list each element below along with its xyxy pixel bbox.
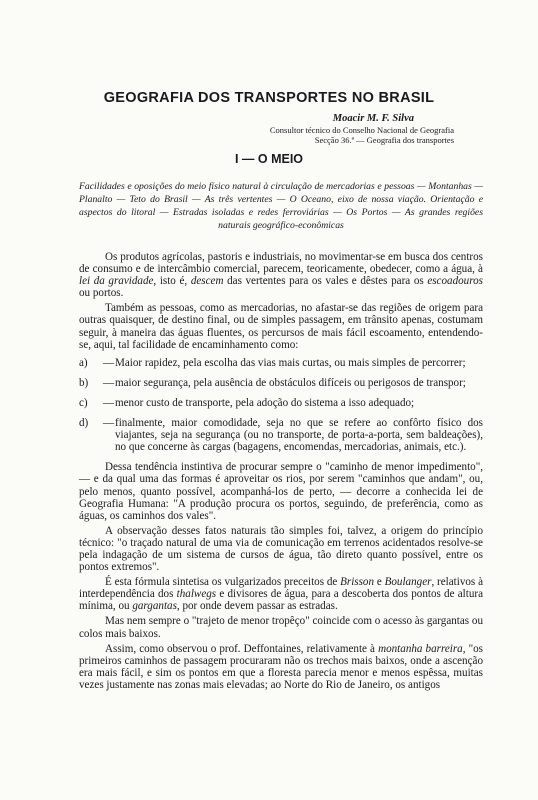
list-item-label: d) xyxy=(79,417,89,430)
list-item xyxy=(79,417,483,453)
author-block xyxy=(270,112,454,145)
text-run: É esta fórmula sintetisa os vulgarizados preceitos de xyxy=(105,576,341,589)
italic-term: Boulanger xyxy=(384,576,432,589)
italic-term: descem xyxy=(190,275,224,288)
text-run: , por onde devem passar as estradas. xyxy=(176,600,338,613)
list-item-label: c) xyxy=(79,396,88,409)
section-heading: I — O MEIO xyxy=(234,152,304,166)
body-text xyxy=(79,251,483,694)
paragraph-1 xyxy=(79,251,483,299)
summary-text: Facilidades e oposições do meio físico natural à circulação de mercadorias e pessoas — Montanhas — Planalto — Teto do Brasil — As três vertentes — O Oceano, eixo de nossa viação. Orientação e aspectos do litoral — Estradas isoladas e redes ferroviárias — Os Portos — As grandes regiões naturais geográfico-econômicas xyxy=(79,181,483,231)
section-summary xyxy=(79,180,483,232)
text-run: das vertentes para os vales e dêstes para os xyxy=(223,275,428,288)
text-run: Assim, como observou o prof. Deffontaines, relativamente à xyxy=(105,642,379,655)
text-run: , relativos à interdependência dos xyxy=(79,576,483,601)
italic-term: montanha barreira xyxy=(378,642,463,655)
criteria-list xyxy=(79,357,483,454)
italic-term: thalwegs xyxy=(176,588,217,601)
author-name: Moacir M. F. Silva xyxy=(332,113,414,124)
text-run: e divisores de água, para a descoberta dos pontos de altura mínima, ou xyxy=(79,588,484,613)
text-run: ou portos. xyxy=(79,287,124,300)
italic-term: gargantas xyxy=(132,600,177,613)
list-item xyxy=(79,377,483,389)
list-item-text: maior segurança, pela ausência de obstáculos difíceis ou perigosos de transpor; xyxy=(115,376,466,389)
author-section: Secção 36.ª — Geografia dos transportes xyxy=(314,135,454,145)
list-item-label: a) xyxy=(79,356,88,369)
paragraph-7 xyxy=(79,643,483,691)
paragraph-2: Também as pessoas, como as mercadorias, no afastar-se das regiões de origem para outras quaisquer, de destino final, ou de simples passagem, em trânsito apenas, costumam seguir, à maneira das águas fluentes, os percursos de mais fácil escoamento, entendendo-se, aqui, tal facilidade de encaminhamento como: xyxy=(79,302,483,351)
paragraph-5 xyxy=(79,576,483,612)
list-item-text: Maior rapidez, pela escolha das vias mais curtas, ou mais simples de percorrer; xyxy=(115,356,466,369)
italic-term: escoadouros xyxy=(427,275,483,288)
list-item-dash: — xyxy=(103,417,115,430)
list-item xyxy=(79,357,483,369)
italic-term: Brisson xyxy=(340,576,375,589)
list-item-label: b) xyxy=(79,376,89,389)
list-item-dash: — xyxy=(103,356,115,369)
text-run: , "os primeiros caminhos de passagem procuraram não os trechos mais baixos, onde a ascenção era mais fácil, e sim os pontos em que a floresta parecia menor e menos espêssa, muitas vezes justamente nas zonas mais elevadas; ao Norte do Rio de Janeiro, os antigos xyxy=(79,642,483,691)
list-item-dash: — xyxy=(103,396,115,409)
text-run: Os produtos agrícolas, pastoris e industriais, no movimentar-se em busca dos centros de consumo e de intercâmbio comercial, parecem, teoricamente, obedecer, como a água, à xyxy=(79,251,483,276)
article-title: GEOGRAFIA DOS TRANSPORTES NO BRASIL xyxy=(103,90,435,106)
list-item-dash: — xyxy=(103,376,115,389)
list-item-text: menor custo de transporte, pela adoção do sistema a isso adequado; xyxy=(115,396,415,409)
paragraph-4: A observação desses fatos naturais tão simples foi, talvez, a origem do princípio técnico: "o traçado natural de uma via de comunicação em terrenos acidentados resolve-se pela indagação de um sistema de cursos de água, tão direto quanto possível, entre os pontos extremos". xyxy=(79,524,483,574)
paragraph-6: Mas nem sempre o "trajeto de menor tropêço" coincide com o acesso às gargantas ou colos mais baixos. xyxy=(79,615,483,640)
text-run: , isto é, xyxy=(153,275,191,288)
author-role: Consultor técnico do Conselho Nacional de Geografia xyxy=(269,125,454,135)
paragraph-3: Dessa tendência instintiva de procurar sempre o "caminho de menor impedimento", — e da qual uma das formas é aproveitar os rios, por serem "caminhos que andam", ou, pelo menos, quanto possível, acompanhá-los de perto, — decorre a conhecida lei de Geografia Humana: "A produção procura os portos, seguindo, de preferência, como as águas, os caminhos dos vales". xyxy=(79,461,483,522)
italic-term: lei da gravidade xyxy=(79,275,154,288)
text-run: e xyxy=(374,576,385,589)
list-item-text: finalmente, maior comodidade, seja no que se refere ao confôrto físico dos viajantes, seja na segurança (ou no transporte, de porta-a-porta, sem baldeações), no que concerne às cargas (bagagens, encomendas, mercadorias, animais, etc.). xyxy=(115,417,483,454)
list-item xyxy=(79,397,483,409)
